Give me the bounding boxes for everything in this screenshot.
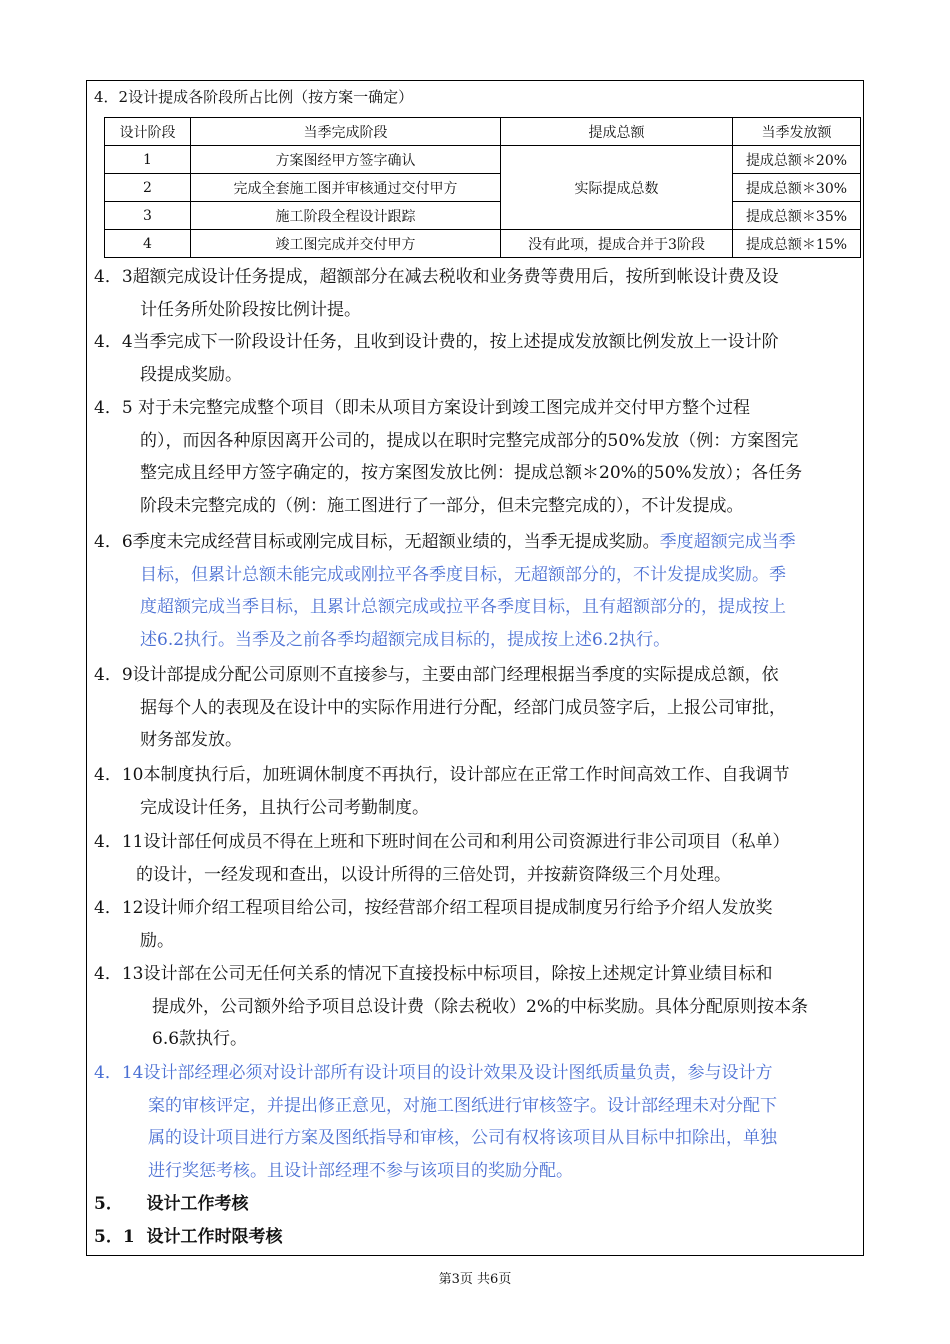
table-header-row xyxy=(105,118,861,146)
header-stage: 设计阶段 xyxy=(105,118,191,146)
line: 的），而因各种原因离开公司的，提成以在职时完整完成部分的50%发放（例：方案图完 xyxy=(140,430,799,451)
table-row xyxy=(105,230,861,258)
header-total: 提成总额 xyxy=(501,118,733,146)
line: 阶段未完整完成的（例：施工图进行了一部分，但未完整完成的），不计发提成。 xyxy=(140,495,744,516)
line: 4．14设计部经理必须对设计部所有设计项目的设计效果及设计图纸质量负责，参与设计方 xyxy=(94,1063,773,1083)
header-desc: 当季完成阶段 xyxy=(191,118,501,146)
cell-payout: 提成总额＊35% xyxy=(733,202,861,230)
line-blue: 述6.2执行。当季及之前各季均超额完成目标的，提成按上述6.2执行。 xyxy=(140,629,671,650)
cell-stage: 1 xyxy=(105,146,191,174)
line: 4．5 对于未完整完成整个项目（即未从项目方案设计到竣工图完成并交付甲方整个过程 xyxy=(94,398,751,418)
cell-payout: 提成总额＊30% xyxy=(733,174,861,202)
cell-merged-total: 实际提成总数 xyxy=(501,146,733,230)
section-4-2-title: 4．2设计提成各阶段所占比例（按方案一确定） xyxy=(94,88,414,106)
line: 整完成且经甲方签字确定的，按方案图发放比例：提成总额＊20%的50%发放）；各任务 xyxy=(140,463,803,483)
line: 提成外，公司额外给予项目总设计费（除去税收）2%的中标奖励。具体分配原则按本条 xyxy=(152,996,808,1017)
stage-ratio-table xyxy=(104,117,861,258)
line: 4．11设计部任何成员不得在上班和下班时间在公司和利用公司资源进行非公司项目（私单） xyxy=(94,832,790,852)
section-5-1-heading: 5．1 设计工作时限考核 xyxy=(94,1227,283,1247)
line: 完成设计任务，且执行公司考勤制度。 xyxy=(140,797,429,818)
line: 案的审核评定，并提出修正意见，对施工图纸进行审核签字。设计部经理未对分配下 xyxy=(148,1095,777,1116)
cell-desc: 完成全套施工图并审核通过交付甲方 xyxy=(191,174,501,202)
line-blue: 目标，但累计总额未能完成或刚拉平各季度目标，无超额部分的，不计发提成奖励。季 xyxy=(140,564,786,585)
cell-total: 没有此项，提成合并于3阶段 xyxy=(501,230,733,258)
cell-desc: 竣工图完成并交付甲方 xyxy=(191,230,501,258)
cell-desc: 方案图经甲方签字确认 xyxy=(191,146,501,174)
line: 进行奖惩考核。且设计部经理不参与该项目的奖励分配。 xyxy=(148,1160,573,1181)
line: 财务部发放。 xyxy=(140,730,242,750)
line: 6.6款执行。 xyxy=(152,1029,248,1049)
cell-payout: 提成总额＊20% xyxy=(733,146,861,174)
clause-4-11 xyxy=(94,826,858,891)
clause-4-6 xyxy=(94,526,858,656)
line: 4．13设计部在公司无任何关系的情况下直接投标中标项目，除按上述规定计算业绩目标和 xyxy=(94,964,773,984)
table-row xyxy=(105,174,861,202)
clause-4-13 xyxy=(94,958,858,1056)
line: 4．4当季完成下一阶段设计任务，且收到设计费的，按上述提成发放额比例发放上一设计阶 xyxy=(94,332,779,352)
cell-desc: 施工阶段全程设计跟踪 xyxy=(191,202,501,230)
table-row xyxy=(105,146,861,174)
line: 4．3超额完成设计任务提成，超额部分在减去税收和业务费等费用后，按所到帐设计费及设 xyxy=(94,267,779,287)
header-payout: 当季发放额 xyxy=(733,118,861,146)
line: 计任务所处阶段按比例计提。 xyxy=(140,299,361,320)
clause-4-4 xyxy=(94,326,858,391)
clause-4-3 xyxy=(94,261,858,326)
line: 励。 xyxy=(140,930,174,951)
clause-4-12 xyxy=(94,892,858,957)
clause-4-9 xyxy=(94,659,858,757)
cell-stage: 2 xyxy=(105,174,191,202)
table-row xyxy=(105,202,861,230)
line: 4．6季度未完成经营目标或刚完成目标，无超额业绩的，当季无提成奖励。 xyxy=(94,532,660,552)
line-blue: 季度超额完成当季 xyxy=(659,532,796,552)
clause-4-14 xyxy=(94,1057,858,1187)
line: 属的设计项目进行方案及图纸指导和审核，公司有权将该项目从目标中扣除出，单独 xyxy=(148,1128,777,1148)
line: 据每个人的表现及在设计中的实际作用进行分配，经部门成员签字后，上报公司审批， xyxy=(140,697,786,718)
line: 段提成奖励。 xyxy=(140,364,242,385)
clause-4-5 xyxy=(94,392,858,522)
section-5-heading: 5． 设计工作考核 xyxy=(94,1194,249,1214)
line: 4．9设计部提成分配公司原则不直接参与，主要由部门经理根据当季度的实际提成总额，依 xyxy=(94,665,779,685)
cell-stage: 4 xyxy=(105,230,191,258)
line-blue: 度超额完成当季目标，且累计总额完成或拉平各季度目标，且有超额部分的，提成按上 xyxy=(140,597,786,617)
line: 4．10本制度执行后，加班调休制度不再执行，设计部应在正常工作时间高效工作、自我调节 xyxy=(94,765,790,785)
cell-payout: 提成总额＊15% xyxy=(733,230,861,258)
clause-4-10 xyxy=(94,759,858,824)
line: 的设计，一经发现和查出，以设计所得的三倍处罚，并按薪资降级三个月处理。 xyxy=(136,864,731,885)
page-footer: 第3页 共6页 xyxy=(438,1272,512,1287)
line: 4．12设计师介绍工程项目给公司，按经营部介绍工程项目提成制度另行给予介绍人发放奖 xyxy=(94,898,773,918)
cell-stage: 3 xyxy=(105,202,191,230)
